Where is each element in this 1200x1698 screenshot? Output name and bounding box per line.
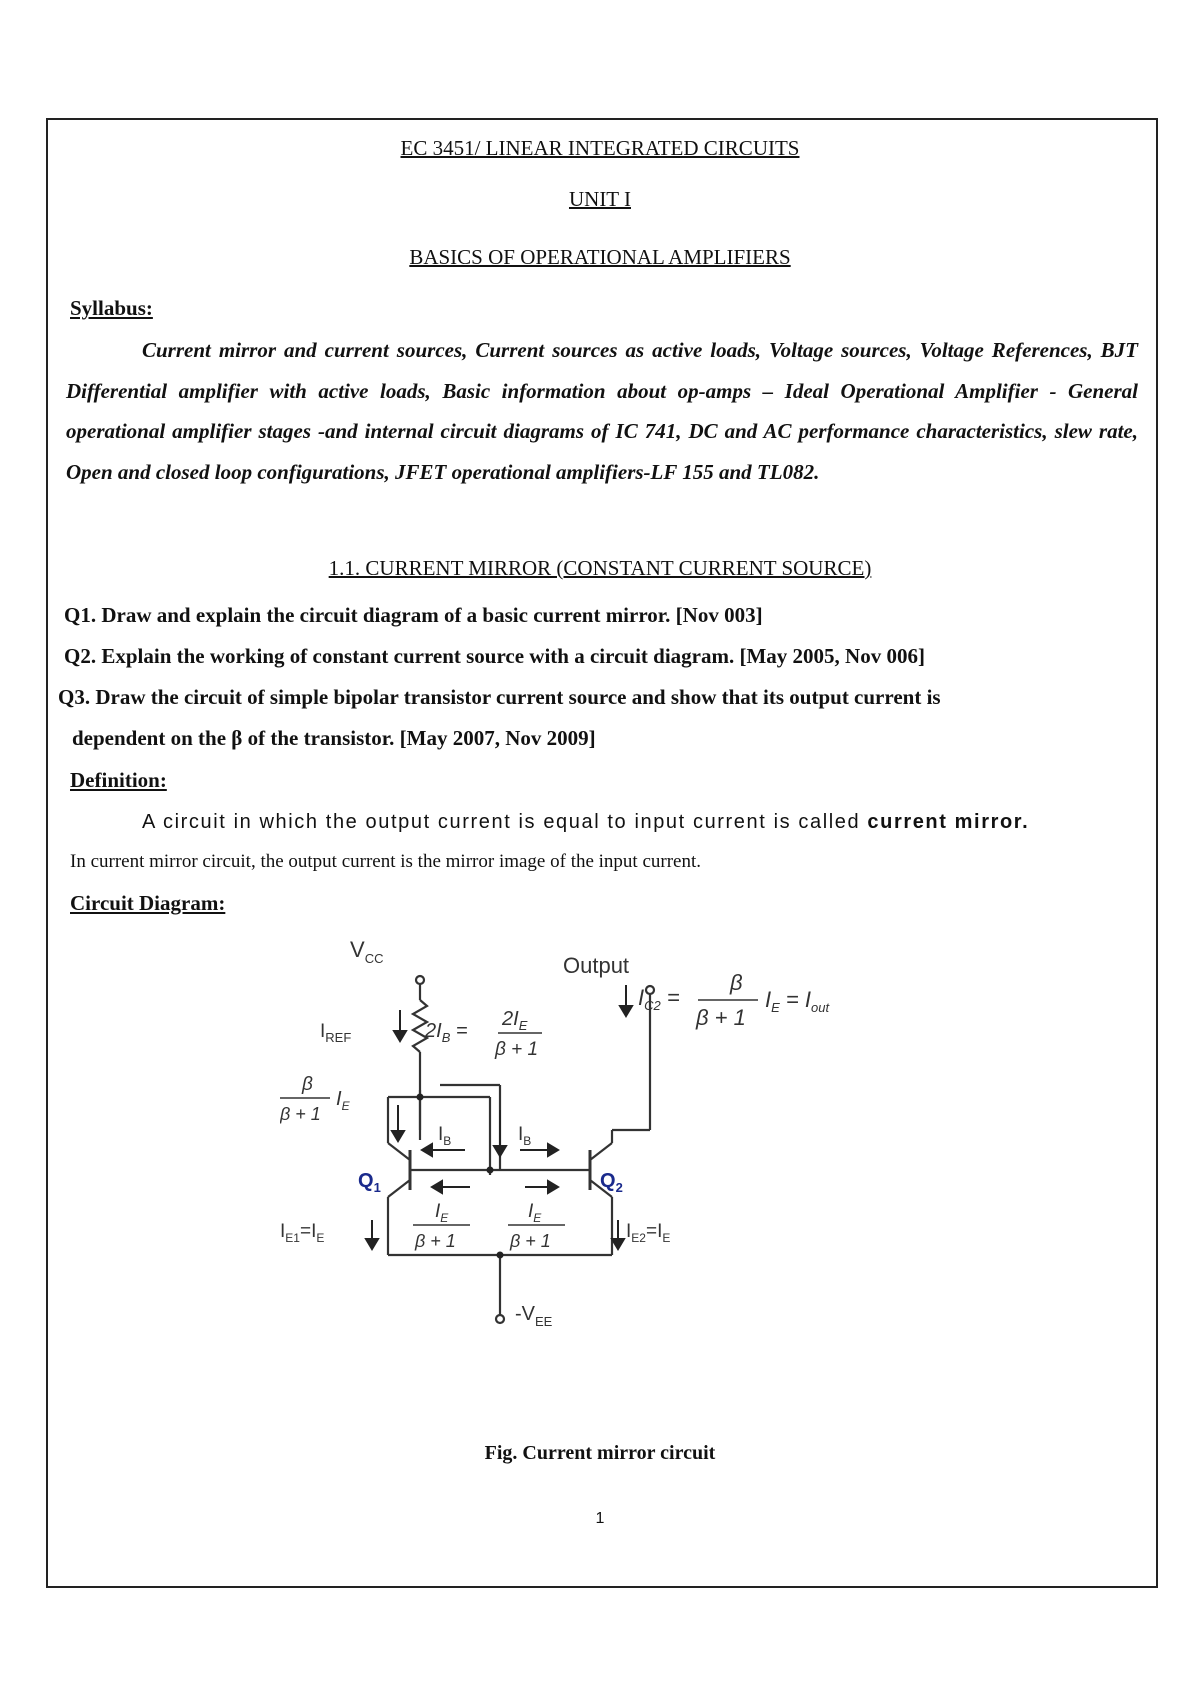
- definition-text: [142, 811, 1029, 834]
- vcc-label: V: [350, 937, 365, 962]
- output-terminal: [646, 986, 654, 994]
- svg-text:VCC: [350, 937, 383, 966]
- page-number: 1: [595, 1510, 605, 1527]
- ie1-arrow: [366, 1239, 378, 1249]
- vcc-sub: CC: [364, 951, 384, 966]
- q1-collector-arrow: [392, 1131, 404, 1141]
- figure-caption: Fig. Current mirror circuit: [484, 1442, 716, 1464]
- frac-right-num-sub: E: [533, 1211, 542, 1225]
- ib-right-label: I: [518, 1124, 524, 1145]
- ib-left-arrow: [422, 1144, 432, 1156]
- ic2-ie-sub: E: [771, 1000, 780, 1015]
- current-mirror-circuit: [280, 925, 940, 1415]
- svg-text:Q2: [600, 1170, 623, 1195]
- svg-text:IE = Iout: $I_E = I_{out}$: [765, 987, 830, 1015]
- ib-left-label: I: [438, 1124, 444, 1145]
- ie2-rhs-sub: E: [662, 1231, 671, 1245]
- ib-formula-lhs-sub: B: [441, 1030, 451, 1045]
- vee-terminal: [496, 1315, 504, 1323]
- unit-title: BASICS OF OPERATIONAL AMPLIFIERS: [409, 245, 791, 269]
- circuit-diagram-label: Circuit Diagram:: [70, 891, 226, 915]
- svg-text:-VEE: [515, 1303, 553, 1329]
- ie1-rhs-sub: E: [316, 1231, 325, 1245]
- svg-text:IE: [336, 1088, 351, 1113]
- ie2-label: I: [626, 1221, 632, 1242]
- frac-right-num: I: [528, 1201, 534, 1222]
- ie2-sub: E2: [631, 1231, 646, 1245]
- course-title: EC 3451/ LINEAR INTEGRATED CIRCUITS: [400, 136, 800, 160]
- vee-label: -V: [515, 1303, 535, 1325]
- left-ie-sub: E: [341, 1099, 350, 1113]
- svg-text:IC2 =: $I_{C2}$ =: [638, 985, 680, 1013]
- iout-label: I: [804, 987, 811, 1012]
- definition-label: Definition:: [70, 768, 167, 792]
- emitter-node: [497, 1252, 504, 1259]
- ie1-sub: E1: [285, 1231, 300, 1245]
- output-label: Output: [563, 953, 630, 978]
- ib-left-sub: B: [443, 1134, 452, 1148]
- frac-left-den: β + 1: [415, 1231, 456, 1251]
- ib-formula-den: β + 1: [495, 1039, 539, 1060]
- base-feed-arrow: [494, 1146, 506, 1156]
- ic2-arrow: [620, 1006, 632, 1016]
- frac-left-num-sub: E: [440, 1211, 449, 1225]
- iout-sub: out: [811, 1000, 830, 1015]
- q2-label: Q: [600, 1170, 616, 1192]
- ib-formula-lhs: 2I: [425, 1020, 442, 1042]
- svg-text:2IB =: $2I_B$ =: [425, 1020, 468, 1045]
- base-node: [487, 1167, 494, 1174]
- ie2-rhs: =I: [645, 1221, 663, 1242]
- ib-formula-num: 2I: [502, 1008, 519, 1030]
- question-2: Q2. Explain the working of constant current source with a circuit diagram. [May 2005, Nov 006]: [64, 644, 925, 668]
- left-beta: β: [302, 1074, 313, 1095]
- definition-note: In current mirror circuit, the output current is the mirror image of the input current.: [70, 851, 702, 872]
- iref-arrow: [394, 1031, 406, 1041]
- frac-left-num: I: [435, 1201, 441, 1222]
- svg-text:IREF: [320, 1021, 351, 1045]
- ib-right-sub: B: [523, 1134, 532, 1148]
- ib-right-arrow: [548, 1144, 558, 1156]
- svg-text:Q1: [358, 1170, 381, 1195]
- vee-sub: EE: [535, 1314, 553, 1329]
- left-den: β + 1: [280, 1104, 321, 1124]
- ic2-ie: I: [765, 987, 772, 1012]
- svg-text:IB: [438, 1124, 451, 1148]
- svg-text:IE: [528, 1201, 542, 1225]
- svg-text:IE2=IE: [626, 1221, 670, 1245]
- q1-label: Q: [358, 1170, 374, 1192]
- svg-text:IE1=IE: [280, 1221, 324, 1245]
- syllabus-body: Current mirror and current sources, Current sources as active loads, Voltage sources, Voltage References, BJT Differential amplifier with active loads, Basic information about op-amps – Ideal Operational Amplifier - General operational amplifier stages -and internal circuit diagrams of IC 741, DC and AC performance characteristics, slew rate, Open and closed loop configurations, JFET operational amplifiers-LF 155 and TL082.: [66, 338, 1138, 484]
- left-ie: I: [336, 1088, 342, 1110]
- definition-term: current mirror.: [867, 811, 1030, 833]
- iref-label: I: [320, 1021, 326, 1042]
- svg-text:2IE: [501, 1008, 528, 1033]
- question-3-line-2: dependent on the β of the transistor. [May 2007, Nov 2009]: [72, 726, 596, 750]
- iref-sub: REF: [325, 1030, 352, 1045]
- ie1-label: I: [280, 1221, 286, 1242]
- q2-sub: 2: [615, 1180, 623, 1195]
- ie2-arrow: [612, 1239, 624, 1249]
- svg-text:IE: [435, 1201, 449, 1225]
- question-3-line-1: Q3. Draw the circuit of simple bipolar transistor current source and show that its output current is: [58, 685, 941, 709]
- ib-formula-num-sub: E: [518, 1018, 528, 1033]
- ic2-sub: C2: [644, 998, 661, 1013]
- definition-text-prefix: A circuit in which the output current is equal to input current is called: [142, 811, 861, 833]
- vcc-terminal: [416, 976, 424, 984]
- unit-label: UNIT I: [568, 187, 631, 211]
- ic2-den: β + 1: [696, 1005, 746, 1030]
- ic2-label: I: [638, 985, 645, 1010]
- ie-left-arrow: [432, 1181, 442, 1193]
- ic2-beta: β: [730, 970, 743, 995]
- q1-sub: 1: [373, 1180, 381, 1195]
- frac-right-den: β + 1: [510, 1231, 551, 1251]
- section-title: 1.1. CURRENT MIRROR (CONSTANT CURRENT SOURCE): [328, 556, 872, 580]
- svg-text:IB: [518, 1124, 531, 1148]
- ie1-rhs: =I: [299, 1221, 317, 1242]
- collector-node: [417, 1094, 424, 1101]
- question-1: Q1. Draw and explain the circuit diagram of a basic current mirror. [Nov 003]: [64, 603, 763, 627]
- ie-right-arrow: [548, 1181, 558, 1193]
- syllabus-label: Syllabus:: [70, 296, 153, 320]
